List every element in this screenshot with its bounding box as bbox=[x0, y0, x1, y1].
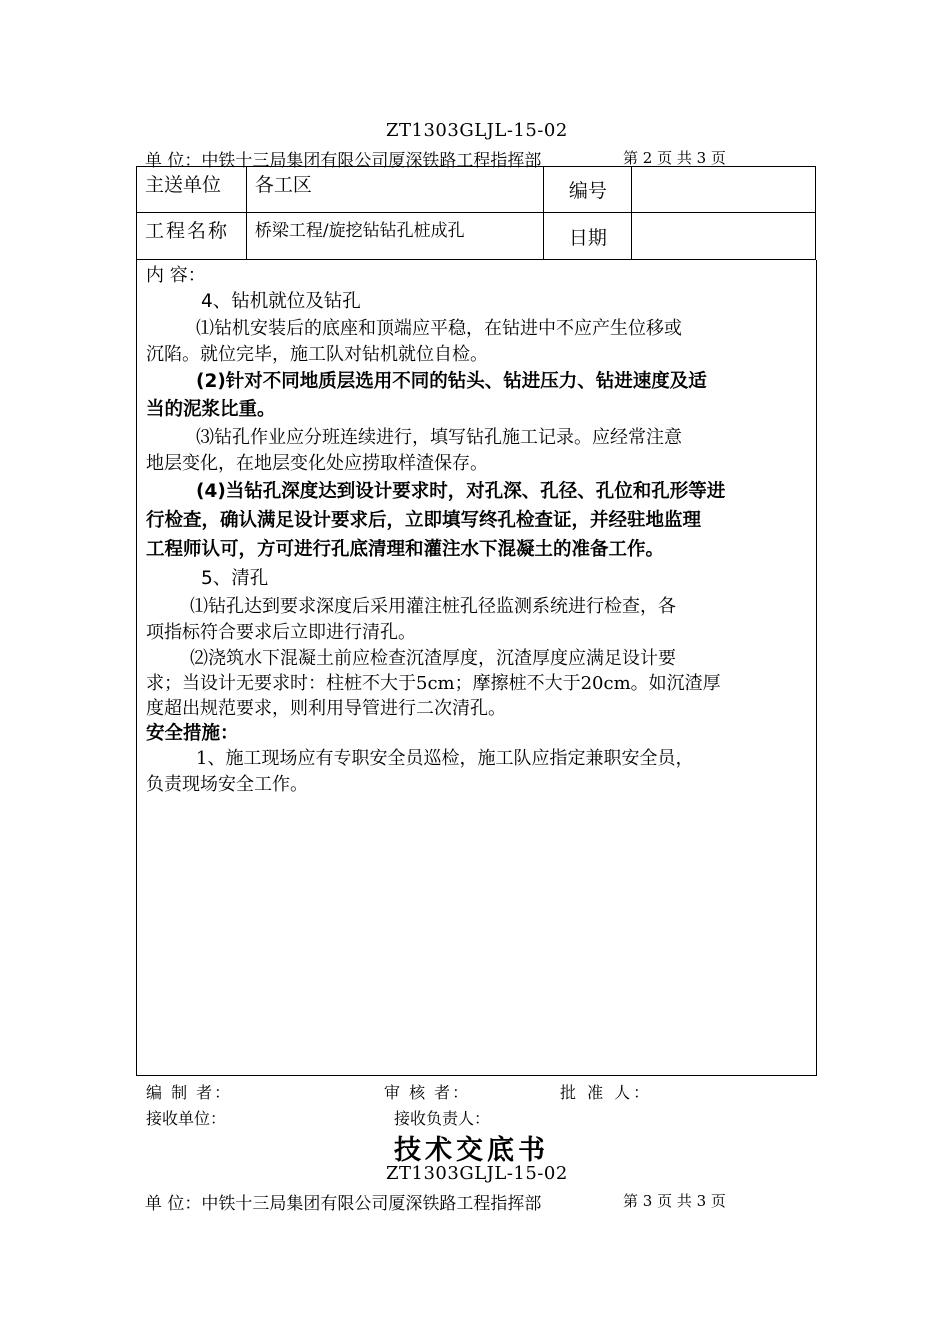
paragraph-line-bold: (2)针对不同地质层选用不同的钻头、钻进压力、钻进速度及适 bbox=[196, 371, 707, 392]
content-label: 内 容： bbox=[146, 265, 206, 286]
document-code: ZT1303GLJL-15-02 bbox=[386, 1163, 568, 1184]
section-heading: 5、清孔 bbox=[201, 568, 269, 589]
approver-label: 批 准 人： bbox=[560, 1083, 653, 1102]
receiver-person-label: 接收负责人： bbox=[394, 1109, 491, 1128]
paragraph-line: 求；当设计无要求时：柱桩不大于5cm；摩擦桩不大于20cm。如沉渣厚 bbox=[146, 673, 721, 694]
project-value: 桥梁工程/旋挖钻钻孔桩成孔 bbox=[246, 213, 544, 260]
safety-heading: 安全措施： bbox=[146, 723, 239, 744]
send-unit-value: 各工区 bbox=[246, 167, 544, 213]
editor-label: 编 制 者： bbox=[146, 1083, 233, 1102]
page-info: 第 2 页 共 3 页 bbox=[623, 149, 726, 167]
paragraph-line: ⑵浇筑水下混凝土前应检查沉渣厚度，沉渣厚度应满足设计要 bbox=[190, 648, 676, 669]
paragraph-line-bold: 当的泥浆比重。 bbox=[146, 399, 276, 420]
paragraph-line: 沉陷。就位完毕，施工队对钻机就位自检。 bbox=[146, 344, 488, 365]
paragraph-line-bold: 工程师认可，方可进行孔底清理和灌注水下混凝土的准备工作。 bbox=[146, 539, 665, 560]
paragraph-line: 负责现场安全工作。 bbox=[146, 774, 308, 795]
paragraph-line: 项指标符合要求后立即进行清孔。 bbox=[146, 622, 416, 643]
unit-line: 单 位：中铁十三局集团有限公司厦深铁路工程指挥部 bbox=[145, 151, 542, 171]
date-label: 日期 bbox=[544, 213, 632, 260]
send-unit-label: 主送单位 bbox=[137, 167, 247, 213]
number-value bbox=[632, 167, 816, 213]
unit-line: 单 位：中铁十三局集团有限公司厦深铁路工程指挥部 bbox=[145, 1194, 542, 1214]
paragraph-line-bold: 行检查，确认满足设计要求后，立即填写终孔检查证，并经驻地监理 bbox=[146, 510, 702, 531]
paragraph-line: 地层变化，在地层变化处应捞取样渣保存。 bbox=[146, 453, 488, 474]
paragraph-line: 1、施工现场应有专职安全员巡检，施工队应指定兼职安全员， bbox=[196, 748, 694, 769]
paragraph-line: ⑶钻孔作业应分班连续进行，填写钻孔施工记录。应经常注意 bbox=[196, 427, 682, 448]
document-code: ZT1303GLJL-15-02 bbox=[386, 120, 568, 141]
date-value bbox=[632, 213, 816, 260]
number-label: 编号 bbox=[544, 167, 632, 213]
paragraph-line: ⑴钻孔达到要求深度后采用灌注桩孔径监测系统进行检查，各 bbox=[190, 596, 676, 617]
paragraph-line: 度超出规范要求，则利用导管进行二次清孔。 bbox=[146, 698, 506, 719]
page-info: 第 3 页 共 3 页 bbox=[623, 1192, 726, 1210]
project-label: 工程名称 bbox=[137, 213, 247, 260]
document-title: 技术交底书 bbox=[394, 1135, 549, 1166]
receiver-unit-label: 接收单位： bbox=[146, 1109, 227, 1128]
section-heading: 4、钻机就位及钻孔 bbox=[201, 291, 361, 312]
reviewer-label: 审 核 者： bbox=[384, 1083, 471, 1102]
paragraph-line: ⑴钻机安装后的底座和顶端应平稳，在钻进中不应产生位移或 bbox=[196, 318, 682, 339]
header-table bbox=[136, 166, 816, 260]
paragraph-line-bold: (4)当钻孔深度达到设计要求时，对孔深、孔径、孔位和孔形等进 bbox=[196, 481, 726, 502]
